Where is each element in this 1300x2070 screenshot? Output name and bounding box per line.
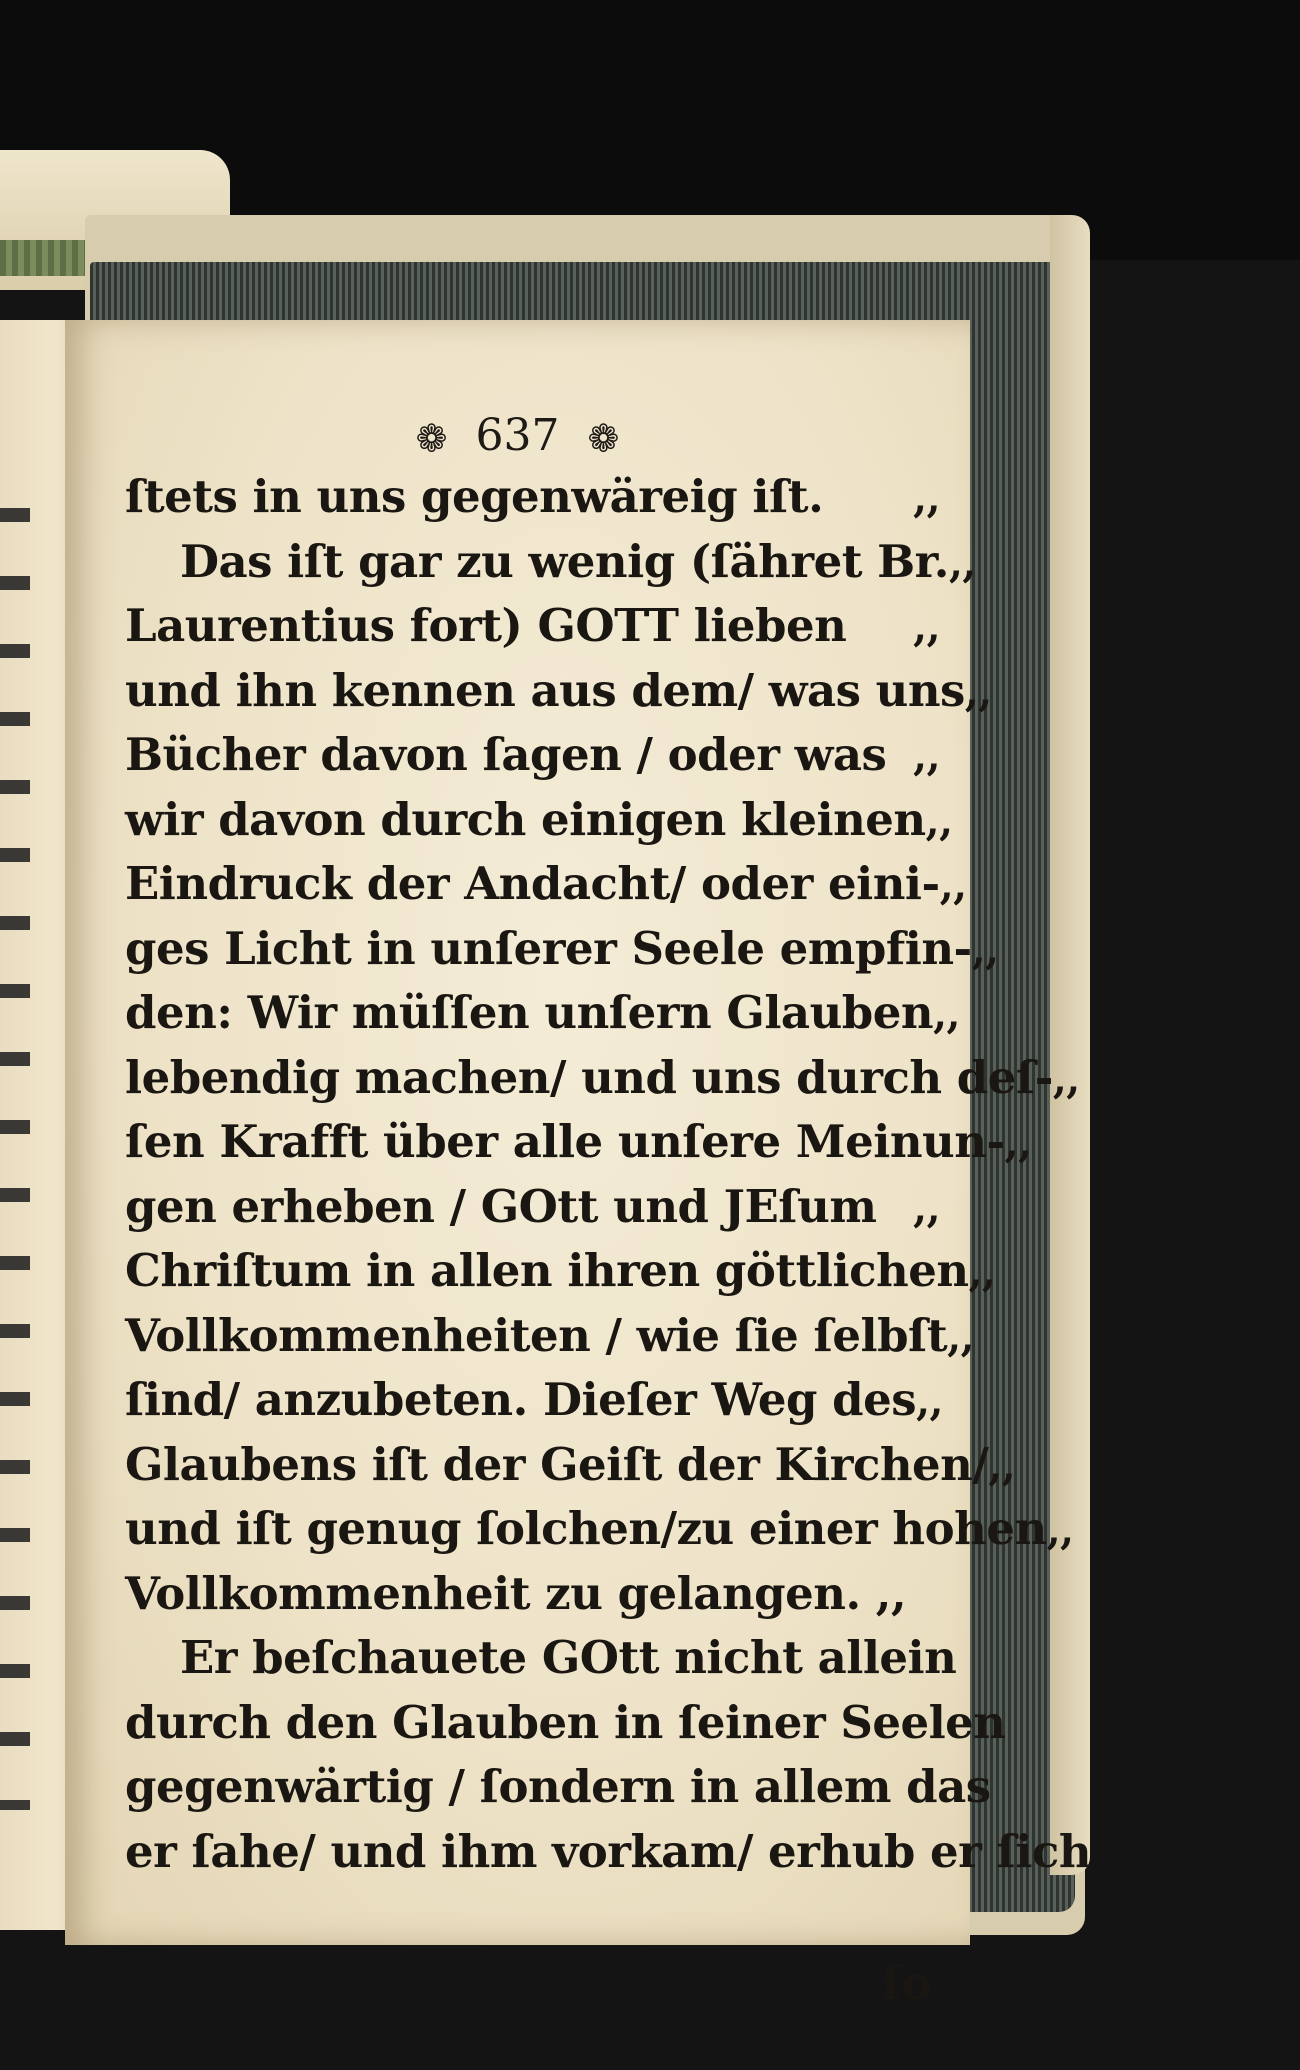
quote-mark: ,, [1052,1055,1080,1103]
right-page [65,320,1092,2010]
quote-mark: ,, [913,733,940,780]
quote-mark: ,, [1046,1507,1074,1554]
quote-mark: ,, [988,1442,1016,1490]
text-line: ges Licht in unſerer Seele empfin- ,, [125,921,999,975]
quote-mark: ,, [925,797,953,845]
text-line: lebendig machen/ und uns durch deſ- ,, [125,1050,1080,1104]
ornament-right-icon: ❁ [587,416,620,461]
text-line: Er beſchauete GOtt nicht allein [180,1631,957,1684]
text-line: Vollkommenheit zu gelangen. ,, [125,1566,907,1620]
text-line: gen erheben / GOtt und JEſum ,, [125,1179,940,1233]
quote-mark: ,, [913,604,940,651]
quote-mark: ,, [916,1378,943,1425]
text-line: Das iſt gar zu wenig (ſähret Br. ,, [180,534,976,588]
text-line: Eindruck der Andacht/ oder eini- ,, [125,857,967,910]
text-line: Vollkommenheiten / wie ſie ſelbſt ,, [125,1308,975,1362]
quote-mark: ,, [948,539,976,587]
text-block [125,470,1092,1889]
text-line: Laurentius fort) GOTT lieben ,, [125,599,940,652]
quote-mark: ,, [939,862,967,909]
quote-mark: ,, [971,926,999,974]
text-line: wir davon durch einigen kleinen ,, [125,792,953,846]
quote-mark: ,, [933,991,960,1038]
text-line: ſtets in uns gegenwäreig iſt. ,, [125,470,940,523]
text-line: ſind/ anzubeten. Dieſer Weg des ,, [125,1373,943,1426]
quote-mark: ,, [964,668,992,716]
quote-mark: ,, [1004,1120,1032,1167]
text-line: er ſahe/ und ihm vorkam/ erhub er ſich [125,1824,1092,1878]
page-header [65,410,970,461]
text-line: den: Wir müſſen unſern Glauben ,, [125,986,960,1039]
quote-mark: ,, [947,1313,975,1361]
text-line: durch den Glauben in ſeiner Seelen [125,1695,1006,1749]
text-line: Glaubens iſt der Geiſt der Kirchen/ ,, [125,1437,1016,1491]
text-line: gegenwärtig / ſondern in allem das [125,1760,991,1813]
page-number: 637 [475,410,560,461]
quote-mark: ,, [913,1184,940,1232]
catchword: ſo [881,1956,932,2010]
quote-mark: ,, [913,475,940,522]
text-line: und ihn kennen aus dem/ was uns ,, [125,663,992,717]
text-line: Bücher davon ſagen / oder was ,, [125,728,940,781]
quote-mark: ,, [968,1249,996,1296]
back-cover-board [1050,215,1090,1875]
text-line: Chriſtum in allen ihren göttlichen ,, [125,1244,996,1297]
left-page-text-fragments [0,470,30,1810]
ornament-left-icon: ❁ [415,416,448,461]
text-line: und iſt genug ſolchen/zu einer hohen ,, [125,1502,1074,1555]
text-line: ſen Krafft über alle unſere Meinun- ,, [125,1115,1032,1168]
